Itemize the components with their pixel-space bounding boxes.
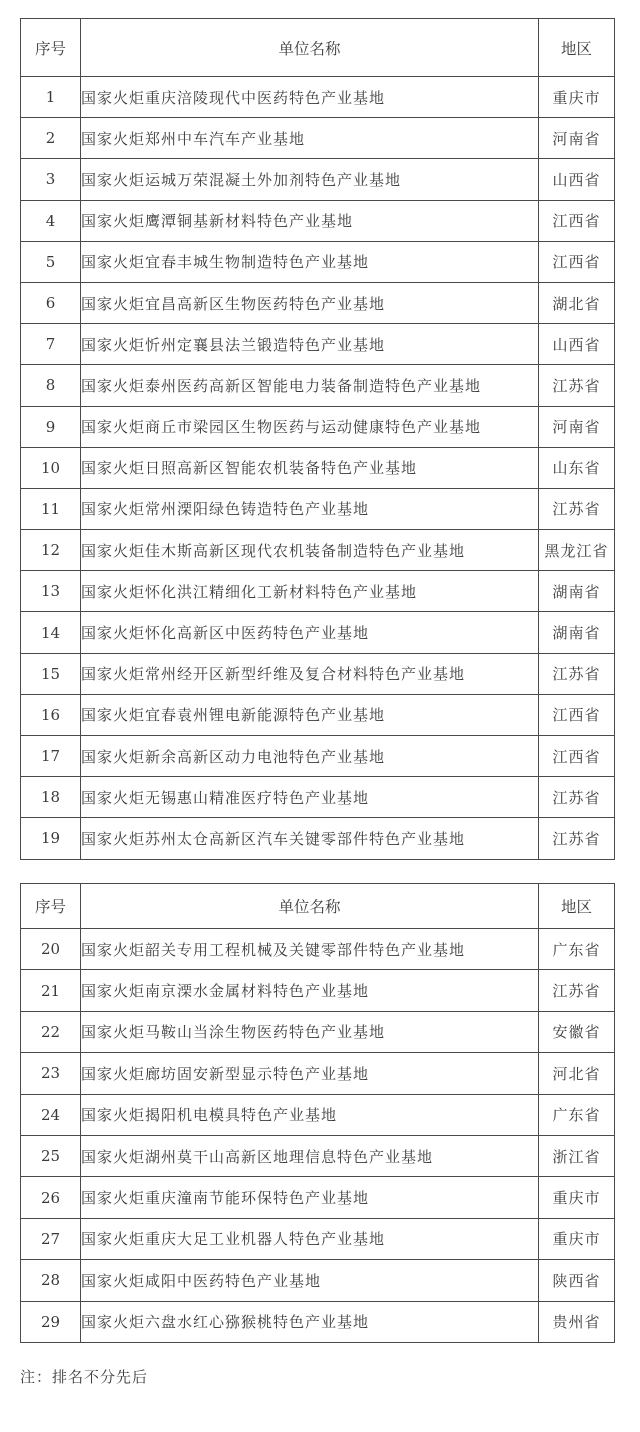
table-row [21,77,615,118]
cell-unit-name: 国家火炬郑州中车汽车产业基地 [81,118,539,159]
cell-serial-number: 20 [21,929,81,970]
cell-unit-name: 国家火炬廊坊固安新型显示特色产业基地 [81,1053,539,1094]
cell-region: 河南省 [539,118,615,159]
cell-serial-number: 12 [21,530,81,571]
cell-unit-name: 国家火炬商丘市梁园区生物医药与运动健康特色产业基地 [81,406,539,447]
cell-unit-name: 国家火炬重庆大足工业机器人特色产业基地 [81,1218,539,1259]
cell-unit-name: 国家火炬运城万荣混凝土外加剂特色产业基地 [81,159,539,200]
cell-serial-number: 14 [21,612,81,653]
table-row [21,406,615,447]
cell-region: 黑龙江省 [539,530,615,571]
cell-serial-number: 9 [21,406,81,447]
header-serial-number: 序号 [21,19,81,77]
table-row [21,694,615,735]
footnote: 注：排名不分先后 [20,1368,149,1386]
cell-serial-number: 10 [21,447,81,488]
cell-unit-name: 国家火炬佳木斯高新区现代农机装备制造特色产业基地 [81,530,539,571]
cell-region: 江苏省 [539,777,615,818]
table-row [21,118,615,159]
table-row [21,736,615,777]
cell-unit-name: 国家火炬宜春袁州锂电新能源特色产业基地 [81,694,539,735]
cell-serial-number: 13 [21,571,81,612]
cell-region: 江西省 [539,694,615,735]
cell-region: 江苏省 [539,488,615,529]
table-row [21,447,615,488]
table-row [21,530,615,571]
cell-unit-name: 国家火炬日照高新区智能农机装备特色产业基地 [81,447,539,488]
header-serial-number: 序号 [21,884,81,929]
cell-serial-number: 24 [21,1094,81,1135]
cell-region: 江苏省 [539,818,615,859]
cell-region: 湖南省 [539,612,615,653]
table-row [21,200,615,241]
cell-serial-number: 1 [21,77,81,118]
cell-unit-name: 国家火炬新余高新区动力电池特色产业基地 [81,736,539,777]
cell-serial-number: 18 [21,777,81,818]
header-row [21,884,615,929]
table-row [21,159,615,200]
cell-serial-number: 6 [21,282,81,323]
cell-region: 江苏省 [539,970,615,1011]
table-row [21,324,615,365]
header-row [21,19,615,77]
cell-serial-number: 27 [21,1218,81,1259]
cell-region: 贵州省 [539,1301,615,1342]
table-row [21,282,615,323]
cell-serial-number: 19 [21,818,81,859]
base-list-table-2 [20,883,615,1343]
table-row [21,1135,615,1176]
cell-region: 广东省 [539,929,615,970]
cell-serial-number: 4 [21,200,81,241]
table-row [21,1053,615,1094]
cell-region: 河南省 [539,406,615,447]
table-row [21,241,615,282]
cell-serial-number: 16 [21,694,81,735]
table-row [21,612,615,653]
table-row [21,818,615,859]
table-body [21,77,615,860]
table-row [21,488,615,529]
cell-serial-number: 5 [21,241,81,282]
cell-region: 江西省 [539,736,615,777]
table-row [21,571,615,612]
cell-unit-name: 国家火炬马鞍山当涂生物医药特色产业基地 [81,1011,539,1052]
cell-unit-name: 国家火炬重庆潼南节能环保特色产业基地 [81,1177,539,1218]
cell-unit-name: 国家火炬宜昌高新区生物医药特色产业基地 [81,282,539,323]
cell-serial-number: 22 [21,1011,81,1052]
table-row [21,1094,615,1135]
cell-unit-name: 国家火炬常州经开区新型纤维及复合材料特色产业基地 [81,653,539,694]
cell-region: 湖北省 [539,282,615,323]
cell-serial-number: 3 [21,159,81,200]
table-row [21,1011,615,1052]
cell-region: 湖南省 [539,571,615,612]
table-row [21,1301,615,1342]
header-unit-name: 单位名称 [81,19,539,77]
cell-region: 山西省 [539,159,615,200]
cell-unit-name: 国家火炬泰州医药高新区智能电力装备制造特色产业基地 [81,365,539,406]
table-row [21,365,615,406]
cell-unit-name: 国家火炬韶关专用工程机械及关键零部件特色产业基地 [81,929,539,970]
table-body [21,929,615,1343]
table-row [21,929,615,970]
cell-unit-name: 国家火炬南京溧水金属材料特色产业基地 [81,970,539,1011]
cell-serial-number: 29 [21,1301,81,1342]
cell-serial-number: 17 [21,736,81,777]
cell-unit-name: 国家火炬咸阳中医药特色产业基地 [81,1260,539,1301]
header-region: 地区 [539,19,615,77]
table-row [21,1177,615,1218]
cell-unit-name: 国家火炬怀化洪江精细化工新材料特色产业基地 [81,571,539,612]
cell-unit-name: 国家火炬无锡惠山精准医疗特色产业基地 [81,777,539,818]
cell-unit-name: 国家火炬常州溧阳绿色铸造特色产业基地 [81,488,539,529]
cell-region: 浙江省 [539,1135,615,1176]
cell-unit-name: 国家火炬重庆涪陵现代中医药特色产业基地 [81,77,539,118]
cell-unit-name: 国家火炬苏州太仓高新区汽车关键零部件特色产业基地 [81,818,539,859]
cell-region: 江西省 [539,241,615,282]
cell-serial-number: 25 [21,1135,81,1176]
cell-serial-number: 11 [21,488,81,529]
cell-region: 河北省 [539,1053,615,1094]
cell-unit-name: 国家火炬忻州定襄县法兰锻造特色产业基地 [81,324,539,365]
cell-region: 重庆市 [539,1218,615,1259]
table-row [21,1218,615,1259]
cell-serial-number: 15 [21,653,81,694]
cell-region: 陕西省 [539,1260,615,1301]
cell-unit-name: 国家火炬宜春丰城生物制造特色产业基地 [81,241,539,282]
cell-region: 山东省 [539,447,615,488]
cell-region: 江苏省 [539,365,615,406]
cell-region: 安徽省 [539,1011,615,1052]
header-region: 地区 [539,884,615,929]
cell-region: 重庆市 [539,77,615,118]
header-unit-name: 单位名称 [81,884,539,929]
cell-unit-name: 国家火炬湖州莫干山高新区地理信息特色产业基地 [81,1135,539,1176]
cell-unit-name: 国家火炬鹰潭铜基新材料特色产业基地 [81,200,539,241]
table-row [21,777,615,818]
cell-serial-number: 26 [21,1177,81,1218]
table-row [21,1260,615,1301]
cell-serial-number: 8 [21,365,81,406]
cell-unit-name: 国家火炬六盘水红心猕猴桃特色产业基地 [81,1301,539,1342]
cell-serial-number: 2 [21,118,81,159]
table-row [21,970,615,1011]
cell-serial-number: 7 [21,324,81,365]
cell-region: 山西省 [539,324,615,365]
cell-serial-number: 21 [21,970,81,1011]
table-row [21,653,615,694]
cell-region: 江苏省 [539,653,615,694]
base-list-table-1 [20,18,615,860]
cell-region: 广东省 [539,1094,615,1135]
cell-region: 重庆市 [539,1177,615,1218]
cell-unit-name: 国家火炬揭阳机电模具特色产业基地 [81,1094,539,1135]
cell-serial-number: 23 [21,1053,81,1094]
cell-serial-number: 28 [21,1260,81,1301]
cell-unit-name: 国家火炬怀化高新区中医药特色产业基地 [81,612,539,653]
cell-region: 江西省 [539,200,615,241]
